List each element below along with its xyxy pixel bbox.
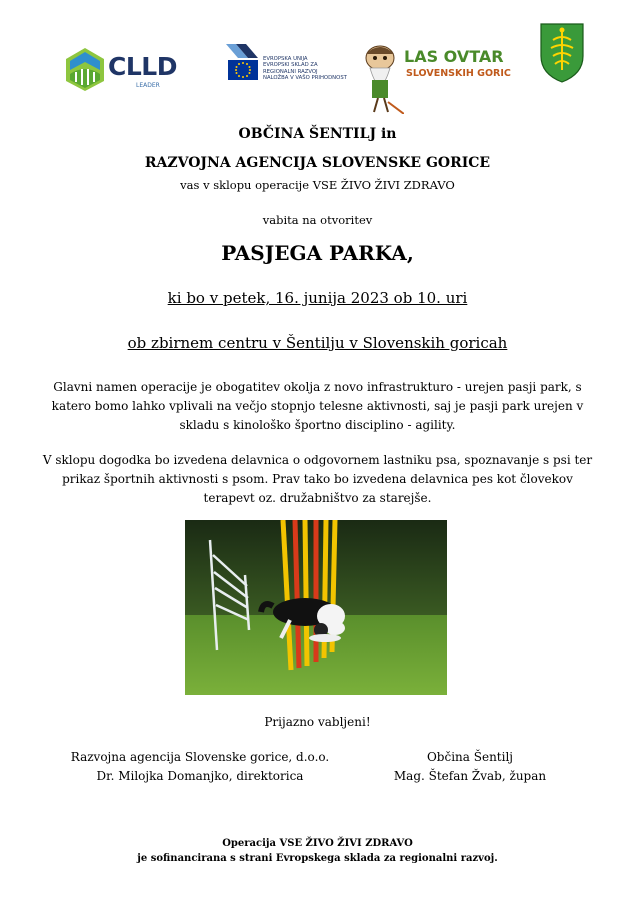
eu-logo [226,44,354,100]
invitation-line-4: vabita na otvoritev [262,213,373,227]
footer [0,836,635,866]
eu-flag-icon [226,44,260,100]
coat-of-arms-icon [539,22,585,84]
signature-right-org: Občina Šentilj [426,750,514,764]
logo-bar [0,18,635,98]
signature-right [370,748,570,786]
signature-left-person: Dr. Milojka Domanjko, direktorica [96,769,304,783]
las-subtitle: SLOVENSKIH GORIC [406,68,511,79]
clld-name: CLLD [108,52,177,81]
eu-line: NALOŽBA V VAŠO PRIHODNOST [263,75,347,82]
signature-left-org: Razvojna agencija Slovenske gorice, d.o.o. [70,750,330,764]
coat-of-arms [539,22,585,84]
dog-agility-image [185,520,447,695]
event-date: ki bo v petek, 16. junija 2023 ob 10. uri [167,289,468,307]
signature-right-person: Mag. Štefan Žvab, župan [393,769,547,783]
page-title: PASJEGA PARKA, [221,241,414,265]
eu-line: REGIONALNI RAZVOJ [263,68,318,75]
event-location: ob zbirnem centru v Šentilju v Slovenskih goricah [127,334,508,352]
body-paragraph-2: V sklopu dogodka bo izvedena delavnica o odgovornem lastniku psa, spoznavanje s psi ter prikaz športnih aktivnosti s psom. Prav tako bo izvedena delavnica pes kot človekov terapevt oz. družabništvo za starejše. [42,453,593,505]
invitation-line-2: RAZVOJNA AGENCIJA SLOVENSKE GORICE [144,155,491,171]
agility-dog-photo [185,520,447,695]
footer-line-2: je sofinancirana s strani Evropskega sklada za regionalni razvoj. [137,853,498,864]
footer-line-1: Operacija VSE ŽIVO ŽIVI ZDRAVO [222,838,413,849]
clld-emblem-icon [62,46,108,92]
invitation-line-3: vas v sklopu operacije VSE ŽIVO ŽIVI ZDRAVO [180,178,455,192]
clld-sub: LEADER [136,82,160,89]
eu-line: EVROPSKA UNIJA [263,56,308,62]
eu-text [263,56,347,82]
body-paragraph-1: Glavni namen operacije je obogatitev okolja z novo infrastrukturo - urejen pasji park, s katero bomo lahko vplivali na večjo stopnjo telesne aktivnosti, saj je pasji park urejen v skladu s kinološko športno disciplino - agility. [51,380,584,432]
invitation-line-1: OBČINA ŠENTILJ in [238,126,397,142]
signature-left [60,748,340,786]
eu-line: EVROPSKI SKLAD ZA [263,62,318,69]
las-title: LAS OVTAR [404,47,504,66]
las-ovtar-logo [358,40,518,118]
greeting: Prijazno vabljeni! [264,715,371,729]
character-mascot-icon [358,42,404,114]
clld-logo [62,44,188,94]
